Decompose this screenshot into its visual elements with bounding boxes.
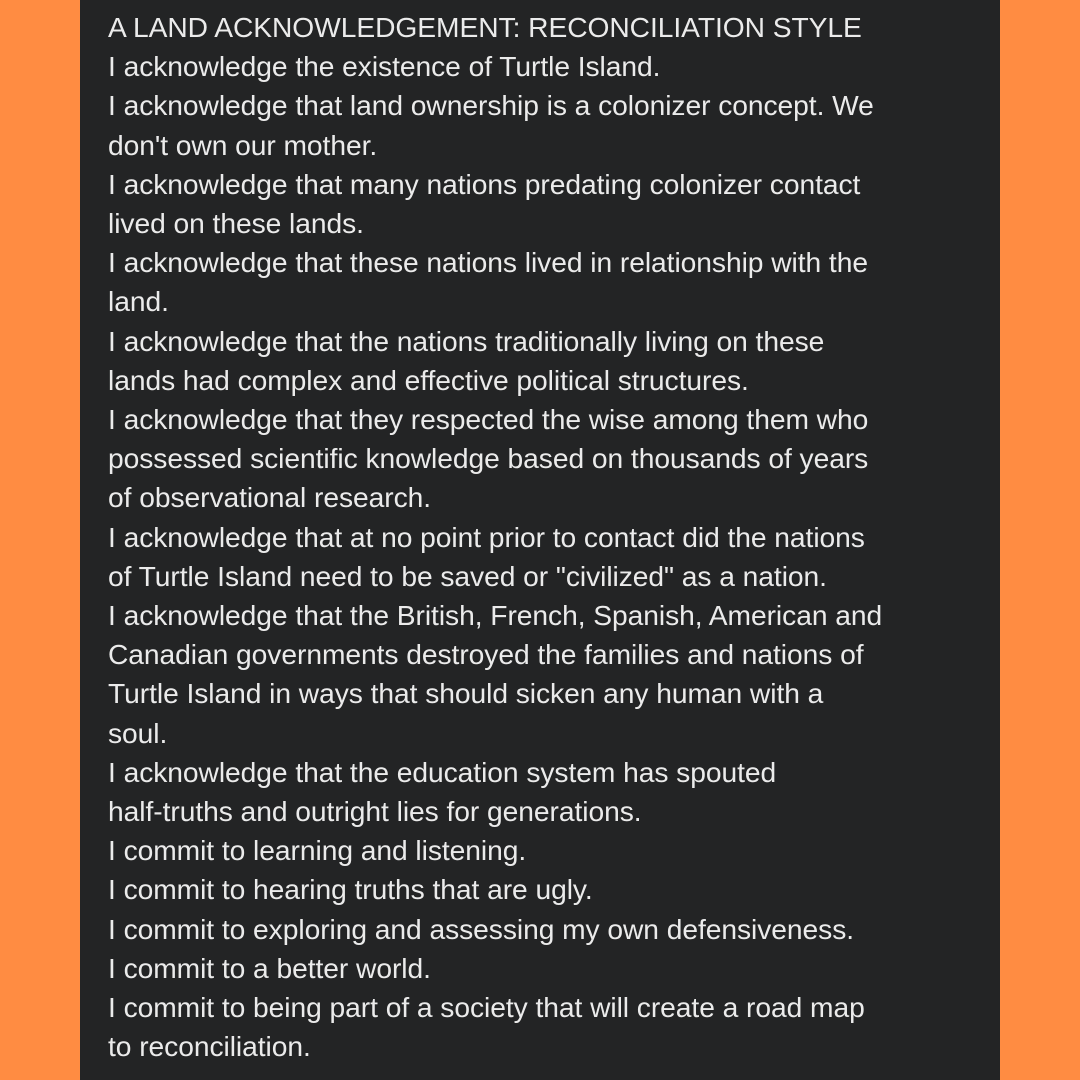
commitment-line-1: I commit to learning and listening. — [108, 834, 527, 867]
acknowledgement-line-19: I acknowledge that the education system has spouted — [108, 755, 777, 788]
acknowledgement-line-5: lived on these lands. — [108, 207, 364, 240]
acknowledgement-line-3: don't own our mother. — [108, 128, 378, 161]
acknowledgement-line-20: half-truths and outright lies for generations. — [108, 795, 642, 828]
commitment-line-4: I commit to a better world. — [108, 951, 431, 984]
acknowledgement-line-16: Canadian governments destroyed the families and nations of — [108, 638, 864, 671]
acknowledgement-line-10: I acknowledge that they respected the wise among them who — [108, 403, 869, 436]
cropped-top-text — [110, 0, 950, 4]
post-title: A LAND ACKNOWLEDGEMENT: RECONCILIATION STYLE — [108, 11, 862, 43]
acknowledgement-line-13: I acknowledge that at no point prior to contact did the nations — [108, 520, 865, 553]
commitment-line-5: I commit to being part of a society that will create a road map — [108, 991, 865, 1024]
post-card — [80, 0, 1000, 1080]
commitment-line-2: I commit to hearing truths that are ugly. — [108, 873, 593, 906]
acknowledgement-line-1: I acknowledge the existence of Turtle Island. — [108, 50, 661, 83]
acknowledgement-line-7: land. — [108, 285, 169, 318]
acknowledgement-line-2: I acknowledge that land ownership is a colonizer concept. We — [108, 89, 874, 122]
post-text-body — [108, 8, 968, 1066]
commitment-line-6: to reconciliation. — [108, 1030, 311, 1063]
acknowledgement-line-9: lands had complex and effective political structures. — [108, 363, 749, 396]
acknowledgement-line-17: Turtle Island in ways that should sicken any human with a — [108, 677, 824, 710]
acknowledgement-line-4: I acknowledge that many nations predating colonizer contact — [108, 167, 861, 200]
acknowledgement-line-11: possessed scientific knowledge based on thousands of years — [108, 442, 869, 475]
acknowledgement-line-12: of observational research. — [108, 481, 432, 514]
acknowledgement-line-8: I acknowledge that the nations traditionally living on these — [108, 324, 825, 357]
acknowledgement-line-18: soul. — [108, 716, 168, 749]
commitment-line-3: I commit to exploring and assessing my own defensiveness. — [108, 912, 855, 945]
acknowledgement-line-15: I acknowledge that the British, French, Spanish, American and — [108, 599, 883, 632]
acknowledgement-line-14: of Turtle Island need to be saved or "civilized" as a nation. — [108, 559, 827, 592]
acknowledgement-line-6: I acknowledge that these nations lived in relationship with the — [108, 246, 868, 279]
